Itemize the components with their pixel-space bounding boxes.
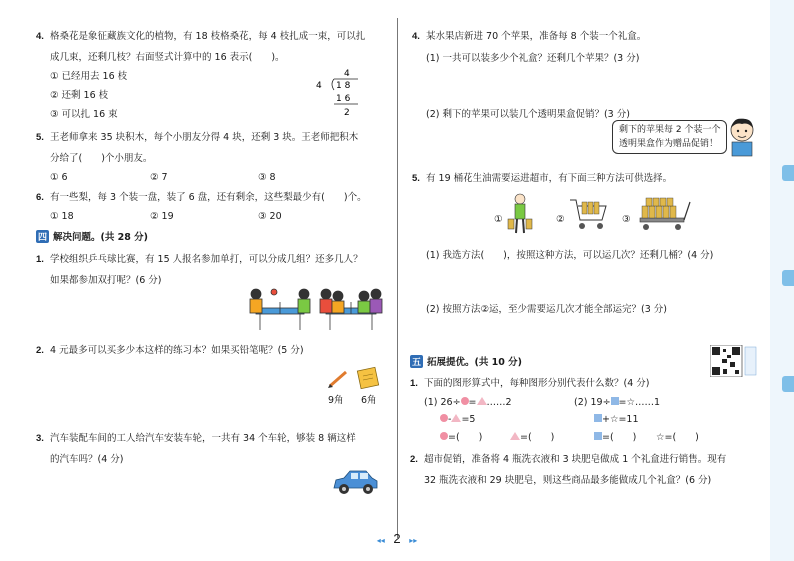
long-division <box>312 66 362 122</box>
q4-option-2[interactable]: ② 还剩 16 枝 <box>50 90 109 101</box>
pencil-icon <box>326 368 350 390</box>
problem-5-right: 5. 有 19 桶花生油需要运进超市，有下面三种方法可供选择。 <box>412 173 673 184</box>
problem-2: 2. 4 元最多可以买多少本这样的练习本？如果买铅笔呢？(5 分) <box>36 345 304 356</box>
division-divisor: 4 <box>316 81 322 91</box>
triangle-shape <box>477 397 487 405</box>
circle-shape <box>440 432 448 440</box>
problem-5-sub1: (1) 我选方法( )，按照这种方法，可以运几次？还剩几桶？(4 分) <box>426 250 714 261</box>
problem-4-right: 4. 某水果店新进 70 个苹果，准备每 8 个装一个礼盒。 <box>412 31 647 42</box>
q4-option-3[interactable]: ③ 可以扎 16 束 <box>50 109 118 120</box>
method-3-label: ③ <box>622 214 631 225</box>
answer-circle[interactable]: =( ) <box>440 430 482 446</box>
method-2-label: ② <box>556 214 565 225</box>
section-4-badge: 四 <box>36 230 49 243</box>
problem-3: 3. 汽车装配车间的工人给汽车安装车轮，一共有 34 个车轮，够装 8 辆这样 的汽车吗？(4 分) <box>36 433 356 465</box>
side-tab <box>782 165 794 181</box>
equation-2b: +☆=11 <box>594 412 639 428</box>
square-shape <box>611 397 619 405</box>
extension-1: 1. 下面的图形算式中，每种图形分别代表什么数？(4 分) <box>410 378 650 389</box>
division-remainder: 2 <box>344 108 350 118</box>
problem-1: 1. 学校组织乒乓球比赛，有 15 人报名参加单打，可以分成几组？还多几人？ 如果都参加双打呢？(6 分) <box>36 254 363 286</box>
page-footer <box>0 531 794 546</box>
boy-avatar <box>724 116 760 158</box>
promotion-speech-bubble: 剩下的苹果每 2 个装一个 透明果盒作为赠品促销！ <box>612 120 727 154</box>
question-6: 6. 有一些梨，每 3 个装一盘，装了 6 盘，还有剩余，这些梨最少有( )个。 <box>36 192 367 203</box>
equation-2a: (2) 19÷ =☆……1 <box>574 397 661 408</box>
question-5: 5. 王老师拿来 35 块积木，每个小朋友分得 4 块，还剩 3 块。王老师把积木 分给了( )个小朋友。 <box>36 132 359 164</box>
q5-option-3[interactable]: ③ 8 <box>258 172 276 183</box>
triangle-shape <box>510 432 520 440</box>
equation-1b: - =5 <box>440 412 475 428</box>
circle-shape <box>461 397 469 405</box>
q6-option-3[interactable]: ③ 20 <box>258 211 282 222</box>
division-quotient: 4 <box>344 69 350 79</box>
side-strip <box>770 0 794 561</box>
problem-4-sub2: (2) 剩下的苹果可以装几个透明果盒促销？(3 分) <box>426 109 630 120</box>
problem-5-sub2: (2) 按照方法②运，至少需要运几次才能全部运完？(3 分) <box>426 304 667 315</box>
triangle-shape <box>451 414 461 422</box>
answer-star[interactable]: ☆=( ) <box>656 432 699 443</box>
circle-shape <box>440 414 448 422</box>
answer-triangle[interactable]: =( ) <box>510 430 554 446</box>
division-dividend: 1 8 <box>336 81 351 91</box>
q6-option-2[interactable]: ② 19 <box>150 211 174 222</box>
answer-square[interactable]: =( ) <box>594 430 636 446</box>
section-5-heading: 五 拓展提优。(共 10 分) <box>410 354 522 368</box>
star-shape: ☆ <box>626 397 636 408</box>
extension-2: 2. 超市促销，准备将 4 瓶洗衣液和 3 块肥皂做成 1 个礼盒进行销售。现有 32 瓶洗衣液和 29 块肥皂，则这些商品最多能做成几个礼盒？(6 分) <box>410 454 727 486</box>
shopping-cart-icon <box>568 196 608 234</box>
prev-page-icon[interactable]: ◂◂ <box>376 536 385 545</box>
question-4: 4. 格桑花是象征藏族文化的植物，有 18 枝格桑花，每 4 枝扎成一束，可以扎 成几束，还剩几枝？右面竖式计算中的 16 表示( )。 <box>36 31 366 63</box>
section-5-badge: 五 <box>410 355 423 368</box>
problem-4-sub1: (1) 一共可以装多少个礼盒？还剩几个苹果？(3 分) <box>426 53 640 64</box>
ping-pong-players-illustration <box>246 286 386 334</box>
side-tab <box>782 270 794 286</box>
car-icon <box>330 468 380 498</box>
equation-1a: (1) 26÷ = ……2 <box>424 397 512 408</box>
side-tab <box>782 376 794 392</box>
exercise-book-icon <box>356 366 382 390</box>
flatbed-trolley-icon <box>636 196 692 234</box>
next-page-icon[interactable]: ▸▸ <box>409 536 418 545</box>
division-product: 1 6 <box>336 94 351 104</box>
q6-option-1[interactable]: ① 18 <box>50 211 74 222</box>
square-shape <box>594 414 602 422</box>
book-price: 6角 <box>361 395 377 406</box>
square-shape <box>594 432 602 440</box>
page-number: 2 <box>393 531 401 546</box>
column-divider <box>397 18 398 538</box>
section-4-heading: 四 解决问题。(共 28 分) <box>36 229 148 243</box>
pencil-price: 9角 <box>328 395 344 406</box>
q5-option-2[interactable]: ② 7 <box>150 172 168 183</box>
qr-code-icon[interactable] <box>710 345 758 377</box>
q4-option-1[interactable]: ① 已经用去 16 枝 <box>50 71 128 82</box>
q5-option-1[interactable]: ① 6 <box>50 172 68 183</box>
method-1-label: ① <box>494 214 503 225</box>
person-carrying-oil-icon <box>506 193 534 237</box>
